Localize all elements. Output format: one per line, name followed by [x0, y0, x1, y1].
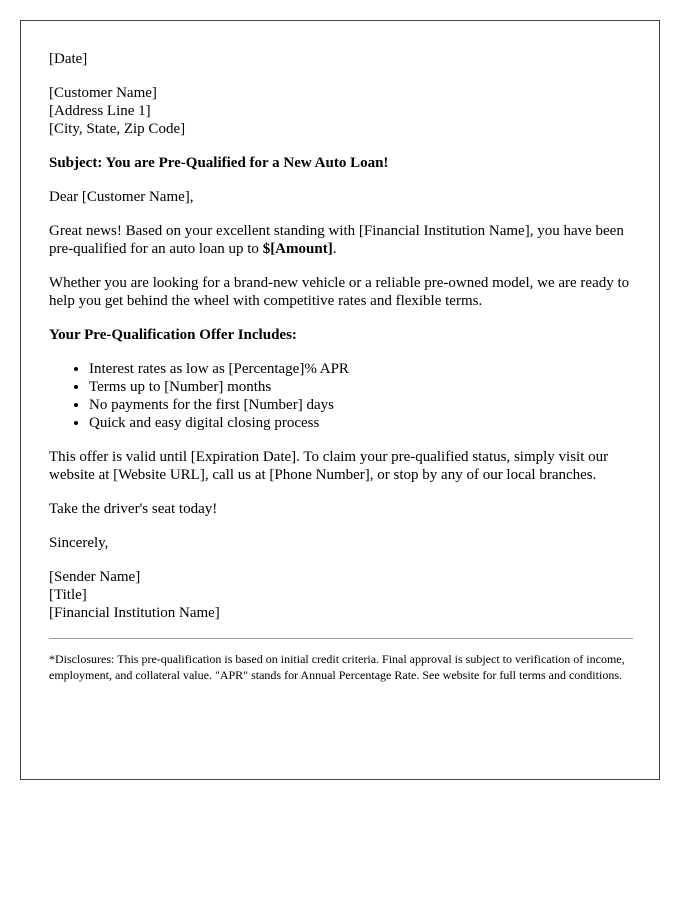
offer-item: • Interest rates as low as [Percentage]% APR [89, 360, 633, 378]
offer-item: • No payments for the first [Number] days [89, 396, 633, 414]
offer-heading: Your Pre-Qualification Offer Includes: [49, 327, 297, 343]
recipient-address-line1: [Address Line 1] [49, 103, 151, 119]
intro-end: . [332, 241, 337, 257]
closing: Sincerely, [49, 535, 109, 551]
sender-institution: [Financial Institution Name] [49, 605, 220, 621]
letter-date: [Date] [49, 51, 88, 67]
letter-page [20, 20, 660, 780]
signature-block [49, 568, 633, 622]
sender-title: [Title] [49, 587, 87, 603]
validity-paragraph: This offer is valid until [Expiration Date]. To claim your pre-qualified status, simply visit our website at [Website URL], call us at [Phone Number], or stop by any of our local branches. [49, 449, 609, 483]
recipient-address [49, 84, 633, 138]
offer-item: • Quick and easy digital closing process [89, 414, 633, 432]
disclosure-text: *Disclosures: This pre-qualification is based on initial credit criteria. Final approval is subject to verification of income, employment, and collateral value. "APR" stands for Annual Percentage Rate. See website for full terms and conditions. [49, 652, 625, 682]
recipient-name: [Customer Name] [49, 85, 157, 101]
vehicle-paragraph: Whether you are looking for a brand-new vehicle or a reliable pre-owned model, we are ready to help you get behind the wheel with competitive rates and flexible terms. [49, 275, 630, 309]
intro-text: Great news! Based on your excellent standing with [Financial Institution Name], you have been pre-qualified for an auto loan up to [49, 223, 624, 257]
call-to-action: Take the driver's seat today! [49, 501, 218, 517]
salutation: Dear [Customer Name], [49, 189, 194, 205]
divider [49, 638, 633, 639]
intro-paragraph [49, 222, 633, 258]
letter-body [49, 50, 633, 683]
offer-list [49, 360, 633, 432]
sender-name: [Sender Name] [49, 569, 141, 585]
loan-amount: $[Amount] [262, 241, 333, 257]
offer-item: • Terms up to [Number] months [89, 378, 633, 396]
recipient-city-state-zip: [City, State, Zip Code] [49, 121, 186, 137]
subject-line: Subject: You are Pre-Qualified for a New Auto Loan! [49, 155, 389, 171]
